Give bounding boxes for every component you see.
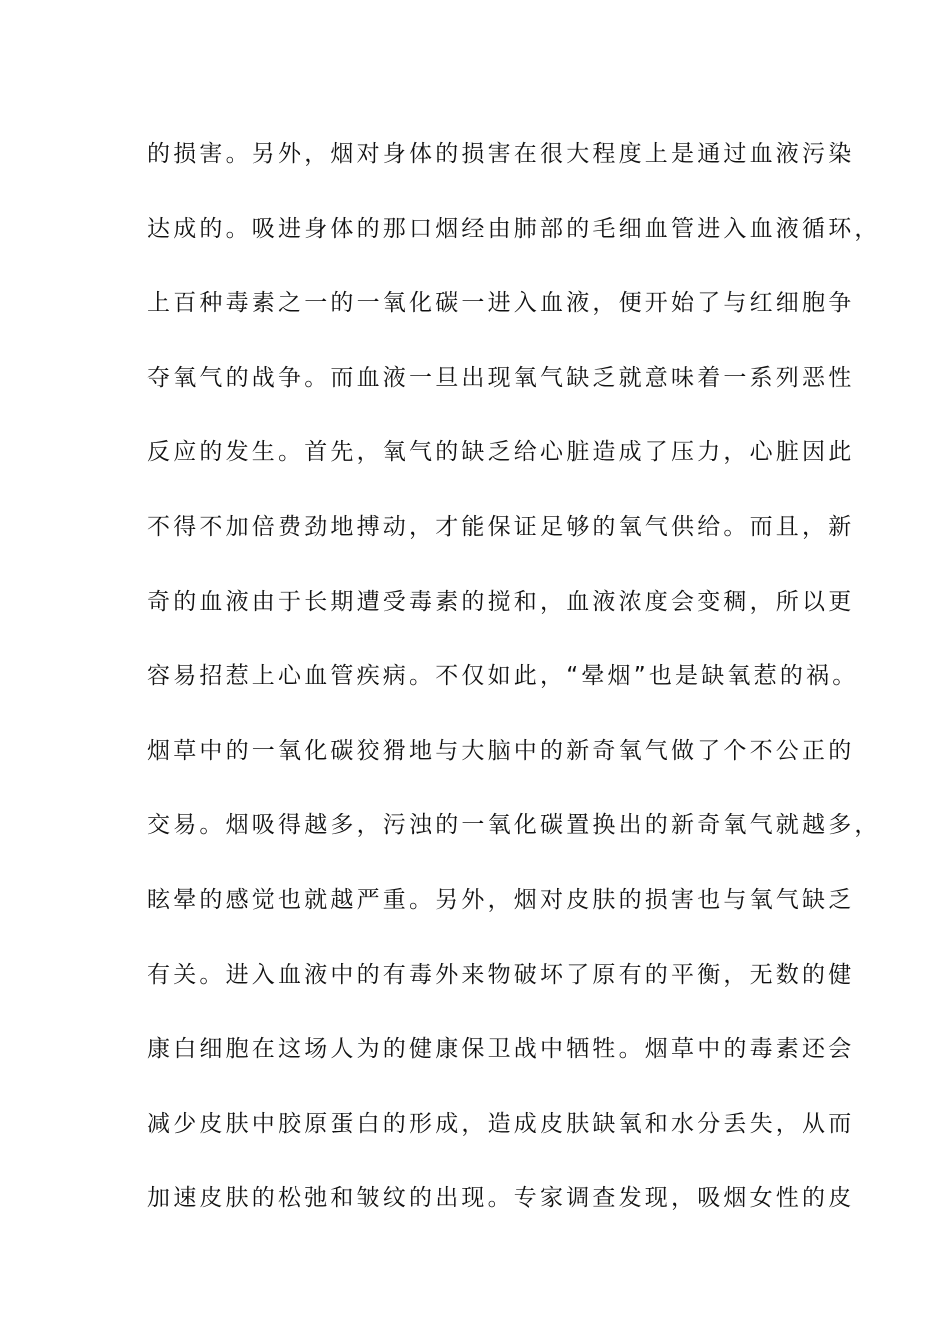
text-line: 容易招惹上心血管疾病。不仅如此，“晕烟”也是缺氧惹的祸。 [147, 663, 859, 690]
text-line: 的损害。另外，烟对身体的损害在很大程度上是通过血液污染 [147, 141, 855, 167]
text-line: 达成的。吸进身体的那口烟经由肺部的毛细血管进入血液循环， [147, 215, 881, 242]
text-line: 不得不加倍费劲地搏动，才能保证足够的氧气供给。而且，新 [147, 513, 855, 540]
text-line: 康白细胞在这场人为的健康保卫战中牺牲。烟草中的毒素还会 [147, 1036, 855, 1063]
text-line: 交易。烟吸得越多，污浊的一氧化碳置换出的新奇氧气就越多， [147, 812, 881, 839]
text-line: 烟草中的一氧化碳狡猾地与大脑中的新奇氧气做了个不公正的 [147, 737, 855, 764]
text-line: 眩晕的感觉也就越严重。另外，烟对皮肤的损害也与氧气缺乏 [147, 886, 855, 913]
text-line: 奇的血液由于长期遭受毒素的搅和，血液浓度会变稠，所以更 [147, 588, 855, 615]
text-line: 减少皮肤中胶原蛋白的形成，造成皮肤缺氧和水分丢失，从而 [147, 1110, 855, 1137]
text-line: 上百种毒素之一的一氧化碳一进入血液，便开始了与红细胞争 [147, 290, 855, 317]
text-line: 有关。进入血液中的有毒外来物破坏了原有的平衡，无数的健 [147, 961, 855, 988]
text-line: 反应的发生。首先，氧气的缺乏给心脏造成了压力，心脏因此 [147, 439, 855, 466]
body-text [147, 128, 881, 1247]
text-line: 加速皮肤的松弛和皱纹的出现。专家调查发现，吸烟女性的皮 [147, 1185, 855, 1212]
text-line: 夺氧气的战争。而血液一旦出现氧气缺乏就意味着一系列恶性 [147, 364, 855, 391]
